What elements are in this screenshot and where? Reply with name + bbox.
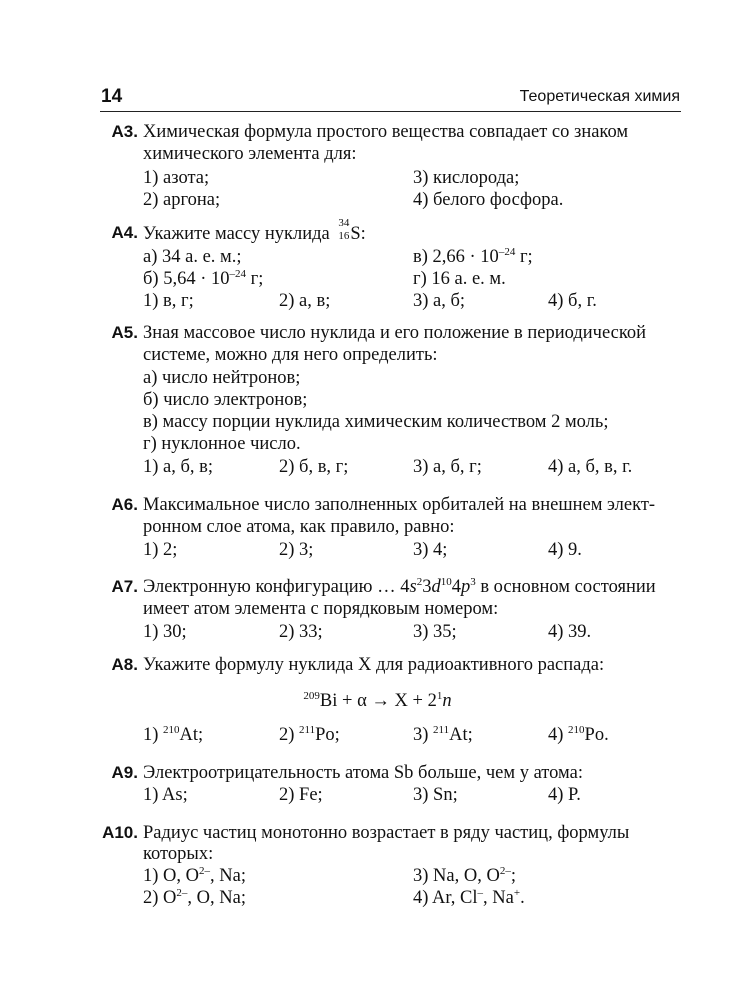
decay-equation: $^{209}Bi + \alpha \to X + 2^1n$ [303,690,452,711]
answer-option: 1) а, б, в; [143,457,214,477]
question-number: A8. [111,655,138,674]
question-number: A7. [111,577,138,596]
sub-option: б) число электронов; [143,390,308,410]
question-stem-line: Максимальное число заполненных орбиталей на внешнем элект- [143,495,656,515]
sub-option: б) $5,64 \cdot 10^{-24}$ г; [143,268,264,289]
sub-option: в) $2,66 \cdot 10^{-24}$ г; [413,246,533,267]
answer-option: 4) $^{210}$Po. [548,724,609,745]
sub-option: г) нуклонное число. [143,434,301,454]
sub-option: в) массу порции нуклида химическим количеством 2 моль; [143,412,609,432]
sub-option: г) 16 а. е. м. [413,269,506,289]
question-stem-line: ронном слое атома, как правило, равно: [143,517,455,537]
answer-option: 3) Na, O, $O^{2-}$; [413,865,516,886]
question-stem-line: Укажите формулу нуклида X для радиоактивного распада: [143,655,605,675]
answer-option: 4) P. [548,785,581,805]
question-number: A5. [111,323,138,342]
answer-option: 3) Sn; [413,785,458,805]
answer-option: 4) б, г. [548,291,597,311]
question-stem-line: которых: [143,844,214,864]
question-stem-line: Зная массовое число нуклида и его положение в периодической [143,323,647,343]
answer-option: 4) белого фосфора. [413,190,564,210]
answer-option: 4) 39. [548,622,592,642]
question-stem-line: Электроотрицательность атома Sb больше, чем у атома: [143,763,583,783]
header-rule [100,111,681,112]
sub-option: а) 34 а. е. м.; [143,247,242,267]
question-number: A3. [111,122,138,141]
answer-option: 3) $^{211}$At; [413,724,473,745]
question-stem-line: химического элемента для: [143,144,357,164]
answer-option: 3) 4; [413,540,448,560]
question-stem-line: имеет атом элемента с порядковым номером: [143,599,499,619]
answer-option: 2) б, в, г; [279,457,349,477]
answer-option: 1) в, г; [143,291,194,311]
answer-option: 2) 33; [279,622,323,642]
answer-option: 1) 2; [143,540,178,560]
answer-option: 1) $^{210}$At; [143,724,204,745]
running-header-title: Теоретическая химия [519,88,680,105]
answer-option: 4) 9. [548,540,582,560]
question-stem-line: Радиус частиц монотонно возрастает в ряду частиц, формулы [143,823,630,843]
answer-option: 2) 3; [279,540,314,560]
answer-option: 1) 30; [143,622,187,642]
question-number: A9. [111,763,138,782]
question-stem-line: Укажите массу нуклида 34 16 S: [143,217,366,244]
sub-option: а) число нейтронов; [143,368,301,388]
answer-option: 1) O, $O^{2-}$, Na; [143,865,246,886]
answer-option: 2) аргона; [143,190,221,210]
answer-option: 3) а, б, г; [413,457,482,477]
question-stem-line: Химическая формула простого вещества совпадает со знаком [143,122,629,142]
nuclide-notation: 34 16 [338,217,350,242]
question-stem-line: системе, можно для него определить: [143,345,438,365]
answer-option: 4) а, б, в, г. [548,457,633,477]
question-number: A10. [102,823,138,842]
answer-option: 1) азота; [143,168,210,188]
question-number: A4. [111,223,138,242]
answer-option: 2) $O^{2-}$, O, Na; [143,887,246,908]
question-stem-line: Электронную конфигурацию … $4s^23d^{10}4p^3$ в основном состоянии [143,576,656,597]
answer-option: 4) Ar, Cl–, Na+. [413,887,525,908]
answer-option: 3) кислорода; [413,168,520,188]
question-number: A6. [111,495,138,514]
answer-option: 1) As; [143,785,188,805]
page-number: 14 [101,86,123,107]
answer-option: 2) Fe; [279,785,323,805]
answer-option: 3) 35; [413,622,457,642]
answer-option: 2) а, в; [279,291,331,311]
answer-option: 3) а, б; [413,291,466,311]
answer-option: 2) $^{211}$Po; [279,724,340,745]
